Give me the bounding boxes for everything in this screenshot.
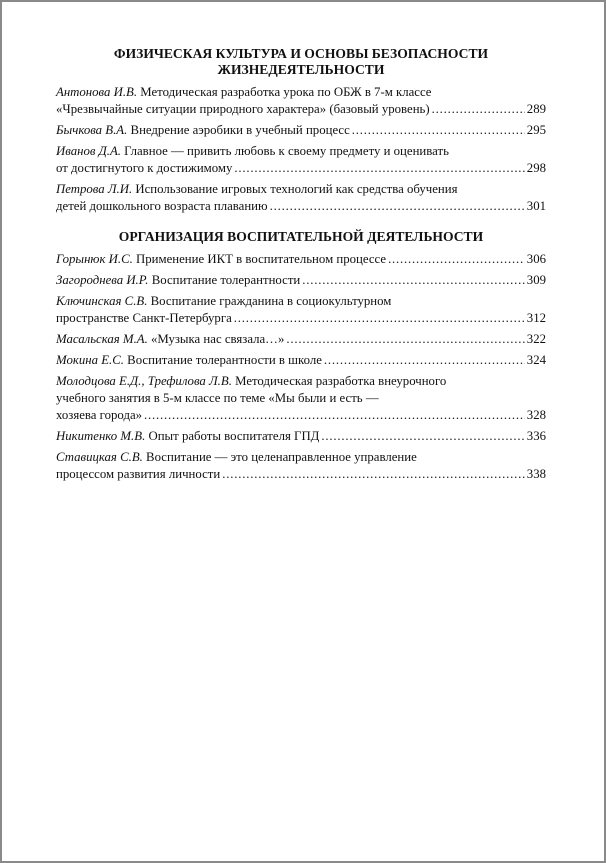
entry-line [56, 101, 546, 118]
entry-line [56, 160, 546, 177]
entry-line [56, 390, 546, 407]
toc-entry[interactable] [56, 84, 546, 118]
entry-title-text: Внедрение аэробики в учебный процесс [130, 123, 350, 137]
page-number: 328 [526, 408, 546, 422]
entry-line [56, 251, 546, 268]
dot-leader [302, 272, 525, 289]
entry-title-text: Воспитание толерантности в школе [127, 353, 322, 367]
page-number: 289 [526, 102, 546, 116]
entry-line [56, 331, 546, 348]
page-number: 295 [526, 123, 546, 137]
entry-title-text: Использование игровых технологий как средства обучения [135, 182, 458, 196]
toc-entry[interactable] [56, 251, 546, 268]
entry-line-text [56, 450, 417, 464]
dot-leader [270, 198, 525, 215]
page-number: 338 [526, 467, 546, 481]
entry-title-text: пространстве Санкт-Петербурга [56, 311, 232, 325]
entry-title-text: хозяева города» [56, 408, 143, 422]
dot-leader [388, 251, 525, 268]
entry-author: Горынюк И.С. [56, 252, 133, 266]
toc-section [56, 46, 546, 215]
entry-line [56, 352, 546, 369]
page-number: 336 [526, 429, 546, 443]
dot-leader [234, 310, 525, 327]
entry-line-text [56, 310, 232, 327]
page-number: 298 [526, 161, 546, 175]
entry-author: Молодцова Е.Д., Трефилова Л.В. [56, 374, 232, 388]
entry-author: Иванов Д.А. [56, 144, 121, 158]
entry-line [56, 293, 546, 310]
entry-title-text: Опыт работы воспитателя ГПД [148, 429, 320, 443]
entry-title-text: Воспитание гражданина в социокультурном [150, 294, 392, 308]
entry-line [56, 198, 546, 215]
entry-line [56, 84, 546, 101]
entry-title-text: Методическая разработка внеурочного [235, 374, 447, 388]
dot-leader [222, 466, 525, 483]
entry-line-text [56, 160, 232, 177]
page-number: 306 [526, 252, 546, 266]
toc-entry[interactable] [56, 352, 546, 369]
entry-line [56, 272, 546, 289]
section-title [56, 229, 546, 245]
entry-author: Ключинская С.В. [56, 294, 148, 308]
entry-line [56, 466, 546, 483]
entry-author: Ставицкая С.В. [56, 450, 143, 464]
toc-entry[interactable] [56, 331, 546, 348]
entry-line-text [56, 101, 430, 118]
toc-entry[interactable] [56, 373, 546, 424]
entry-line-text [56, 144, 449, 158]
entry-line-text [56, 272, 300, 289]
entry-line [56, 310, 546, 327]
table-of-contents [56, 46, 546, 497]
entry-line [56, 143, 546, 160]
toc-entry[interactable] [56, 293, 546, 327]
entry-author: Бычкова В.А. [56, 123, 128, 137]
dot-leader [144, 407, 525, 424]
entry-line [56, 122, 546, 139]
toc-entry[interactable] [56, 143, 546, 177]
entry-line-text [56, 198, 268, 215]
entry-line-text [56, 122, 350, 139]
entry-title-text: учебного занятия в 5-м классе по теме «Мы были и есть — [56, 391, 379, 405]
dot-leader [234, 160, 524, 177]
dot-leader [324, 352, 525, 369]
entry-line-text [56, 331, 284, 348]
entry-line [56, 449, 546, 466]
toc-entry[interactable] [56, 428, 546, 445]
entry-line-text [56, 294, 391, 308]
entry-title-text: Методическая разработка урока по ОБЖ в 7-м классе [140, 85, 432, 99]
toc-entry[interactable] [56, 449, 546, 483]
entry-line-text [56, 182, 458, 196]
entry-title-text: от достигнутого к достижимому [56, 161, 233, 175]
entry-author: Никитенко М.В. [56, 429, 146, 443]
section-title-line: ФИЗИЧЕСКАЯ КУЛЬТУРА И ОСНОВЫ БЕЗОПАСНОСТИ [113, 46, 489, 61]
section-title-line: ЖИЗНЕДЕЯТЕЛЬНОСТИ [217, 62, 385, 77]
entry-title-text: «Чрезвычайные ситуации природного характера» (базовый уровень) [56, 102, 430, 116]
toc-entry[interactable] [56, 122, 546, 139]
entry-title-text: Воспитание — это целенаправленное управление [146, 450, 417, 464]
entry-title-text: Воспитание толерантности [151, 273, 301, 287]
entry-line [56, 181, 546, 198]
entry-line-text [56, 466, 220, 483]
entry-line [56, 428, 546, 445]
entry-title-text: Применение ИКТ в воспитательном процессе [136, 252, 387, 266]
page-number: 312 [526, 311, 546, 325]
entry-line [56, 407, 546, 424]
entry-line-text [56, 251, 386, 268]
entry-author: Мокина Е.С. [56, 353, 124, 367]
page-number: 309 [526, 273, 546, 287]
entry-line [56, 373, 546, 390]
toc-entry[interactable] [56, 181, 546, 215]
section-title [56, 46, 546, 78]
entry-author: Масальская М.А. [56, 332, 148, 346]
toc-section [56, 229, 546, 483]
entry-author: Антонова И.В. [56, 85, 138, 99]
entry-author: Загороднева И.Р. [56, 273, 149, 287]
entry-title-text: детей дошкольного возраста плаванию [56, 199, 268, 213]
entry-line-text [56, 407, 142, 424]
page-number: 322 [526, 332, 546, 346]
entry-line-text [56, 428, 319, 445]
entry-title-text: Главное — привить любовь к своему предмету и оценивать [124, 144, 449, 158]
entry-line-text [56, 391, 379, 405]
page-number: 324 [526, 353, 546, 367]
entry-line-text [56, 352, 322, 369]
dot-leader [352, 122, 525, 139]
dot-leader [286, 331, 524, 348]
entry-title-text: «Музыка нас связала…» [151, 332, 285, 346]
dot-leader [432, 101, 525, 118]
entry-line-text [56, 85, 432, 99]
entry-title-text: процессом развития личности [56, 467, 221, 481]
dot-leader [321, 428, 524, 445]
entry-author: Петрова Л.И. [56, 182, 133, 196]
section-title-line: ОРГАНИЗАЦИЯ ВОСПИТАТЕЛЬНОЙ ДЕЯТЕЛЬНОСТИ [118, 229, 484, 244]
toc-entry[interactable] [56, 272, 546, 289]
entry-line-text [56, 374, 446, 388]
page-number: 301 [526, 199, 546, 213]
